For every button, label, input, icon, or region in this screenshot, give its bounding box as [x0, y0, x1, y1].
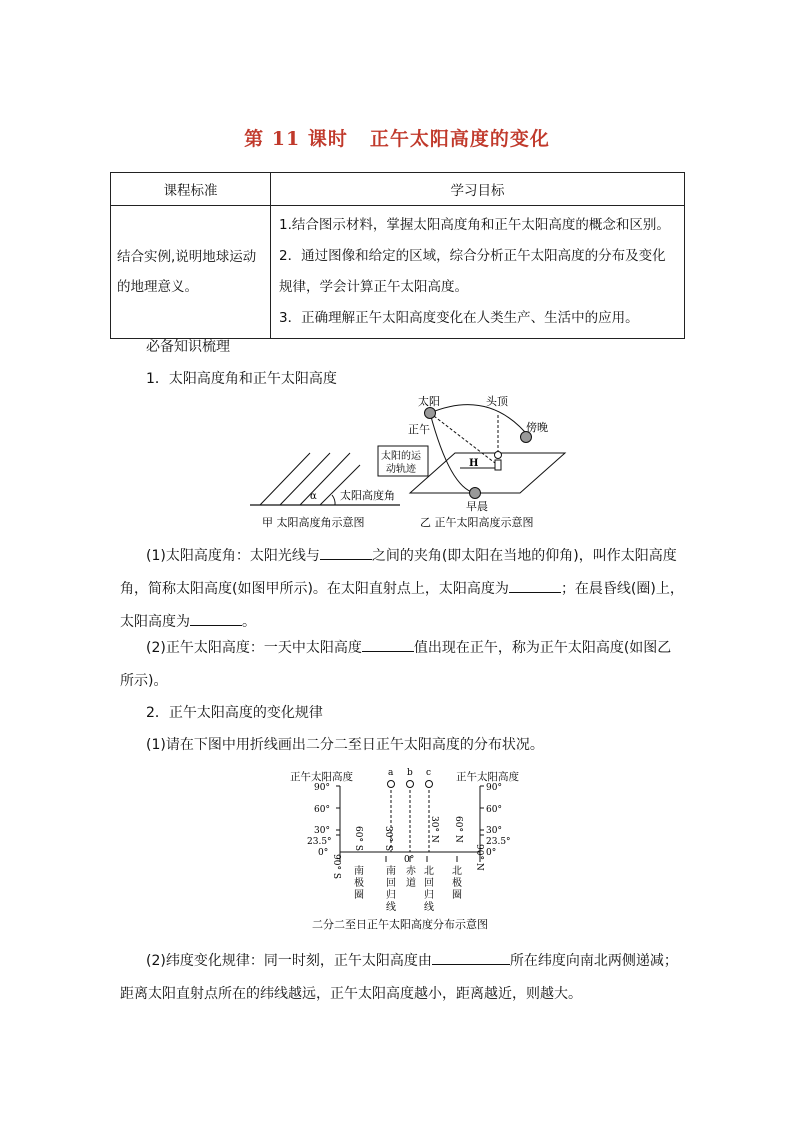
lesson-number: 第 11 课时: [244, 128, 348, 150]
zone-antarctic-circle: 南极圈: [354, 866, 364, 901]
sun-label-a: a: [388, 768, 394, 778]
blank-2: [509, 578, 561, 593]
tick-label: 0°: [486, 848, 497, 858]
zone-tropic-capricorn: 南回归线: [386, 866, 396, 913]
sun-altitude-angle-label: 太阳高度角: [340, 489, 395, 502]
header-goals: 学习目标: [271, 173, 685, 206]
label-h: H: [469, 458, 479, 469]
equator-degree: 0°: [404, 855, 415, 865]
curriculum-table: [110, 172, 685, 339]
blank-1: [320, 545, 372, 560]
figure-yi-caption: 乙 正午太阳高度示意图: [420, 516, 534, 529]
sun-track-box: [378, 446, 428, 476]
paragraph-altitude-angle: (1)太阳高度角：太阳光线与 之间的夹角(即太阳在当地的仰角)，叫作太阳高度角，简称太阳高度(如图甲所示)。在太阳直射点上，太阳高度为 ；在晨昏线(圈)上，太阳高度为 。: [120, 540, 685, 639]
label-noon: 正午: [408, 423, 430, 436]
sun-icon: [407, 781, 414, 788]
blank-5: [432, 950, 510, 965]
section-title: 必备知识梳理: [146, 339, 230, 355]
lat-label: 30° S: [383, 826, 393, 851]
figure-jia-caption: 甲 太阳高度角示意图: [262, 516, 365, 529]
axis-title-left: 正午太阳高度: [290, 771, 353, 783]
tick-label: 23.5°: [486, 837, 511, 847]
label-morning: 早晨: [466, 500, 488, 513]
lat-label: 60° N: [453, 816, 463, 843]
tick-label: 0°: [318, 848, 329, 858]
tick-label: 60°: [486, 805, 502, 815]
end-label: 90° S: [331, 854, 341, 879]
paragraph-noon-altitude: (2)正午太阳高度：一天中太阳高度 值出现在正午，称为正午太阳高度(如图乙所示)。: [120, 632, 685, 698]
lesson-topic: 正午太阳高度的变化: [369, 128, 550, 150]
svg-text:动轨迹: 动轨迹: [386, 464, 416, 475]
sun-label-c: c: [426, 768, 432, 778]
sun-label-b: b: [407, 768, 413, 778]
goal-item: 3．正确理解正午太阳高度变化在人类生产、生活中的应用。: [279, 310, 639, 326]
sun-icon: [426, 781, 433, 788]
paragraph-latitude-rule: (2)纬度变化规律：同一时刻，正午太阳高度由 所在纬度向南北两侧递减；距离太阳直射点所在的纬线越远，正午太阳高度越小，距离越近，则越大。: [120, 945, 685, 1011]
tick-label: 90°: [486, 783, 502, 793]
tick-label: 60°: [314, 805, 330, 815]
lat-label: 30° N: [429, 816, 439, 843]
zone-tropic-cancer: 北回归线: [424, 866, 434, 913]
chart-caption: 二分二至日正午太阳高度分布示意图: [312, 918, 488, 931]
sun-icon: [388, 781, 395, 788]
zone-equator: 赤道: [406, 866, 416, 889]
tick-label: 30°: [314, 826, 330, 836]
zone-labels: [354, 864, 462, 913]
svg-text:太阳的运: 太阳的运: [381, 451, 421, 462]
observer-icon: [495, 452, 502, 471]
blank-3: [190, 611, 242, 626]
drawing-instruction: (1)请在下图中用折线画出二分二至日正午太阳高度的分布状况。: [146, 737, 544, 753]
goals-cell: [271, 206, 685, 339]
header-standard: 课程标准: [111, 173, 271, 206]
end-label: 90° N: [474, 844, 484, 871]
heading-2: 2．正午太阳高度的变化规律: [146, 705, 323, 721]
sun-markers: [388, 768, 433, 788]
alpha-label: α: [310, 491, 317, 502]
sun-morning-icon: [470, 488, 481, 499]
blank-4: [362, 637, 414, 652]
label-sun: 太阳: [418, 395, 440, 408]
sun-altitude-figures: [240, 393, 580, 533]
tick-label: 30°: [486, 826, 502, 836]
axis-title-right: 正午太阳高度: [456, 771, 519, 783]
lat-label: 60° S: [353, 826, 363, 851]
zone-arctic-circle: 北极圈: [452, 866, 462, 901]
sun-noon-icon: [425, 408, 436, 419]
noon-altitude-chart: [290, 766, 540, 934]
tick-label: 90°: [314, 783, 330, 793]
page-title: [0, 124, 794, 151]
goal-item: 2．通过图像和给定的区域，综合分析正午太阳高度的分布及变化规律，学会计算正午太阳高度。: [279, 248, 666, 295]
tick-label: 23.5°: [307, 837, 332, 847]
label-zenith: 头顶: [486, 395, 508, 408]
goal-item: 1.结合图示材料，掌握太阳高度角和正午太阳高度的概念和区别。: [279, 217, 670, 233]
heading-1: 1．太阳高度角和正午太阳高度: [146, 371, 337, 387]
standard-cell: 结合实例,说明地球运动的地理意义。: [111, 206, 271, 339]
label-evening: 傍晚: [526, 421, 548, 434]
